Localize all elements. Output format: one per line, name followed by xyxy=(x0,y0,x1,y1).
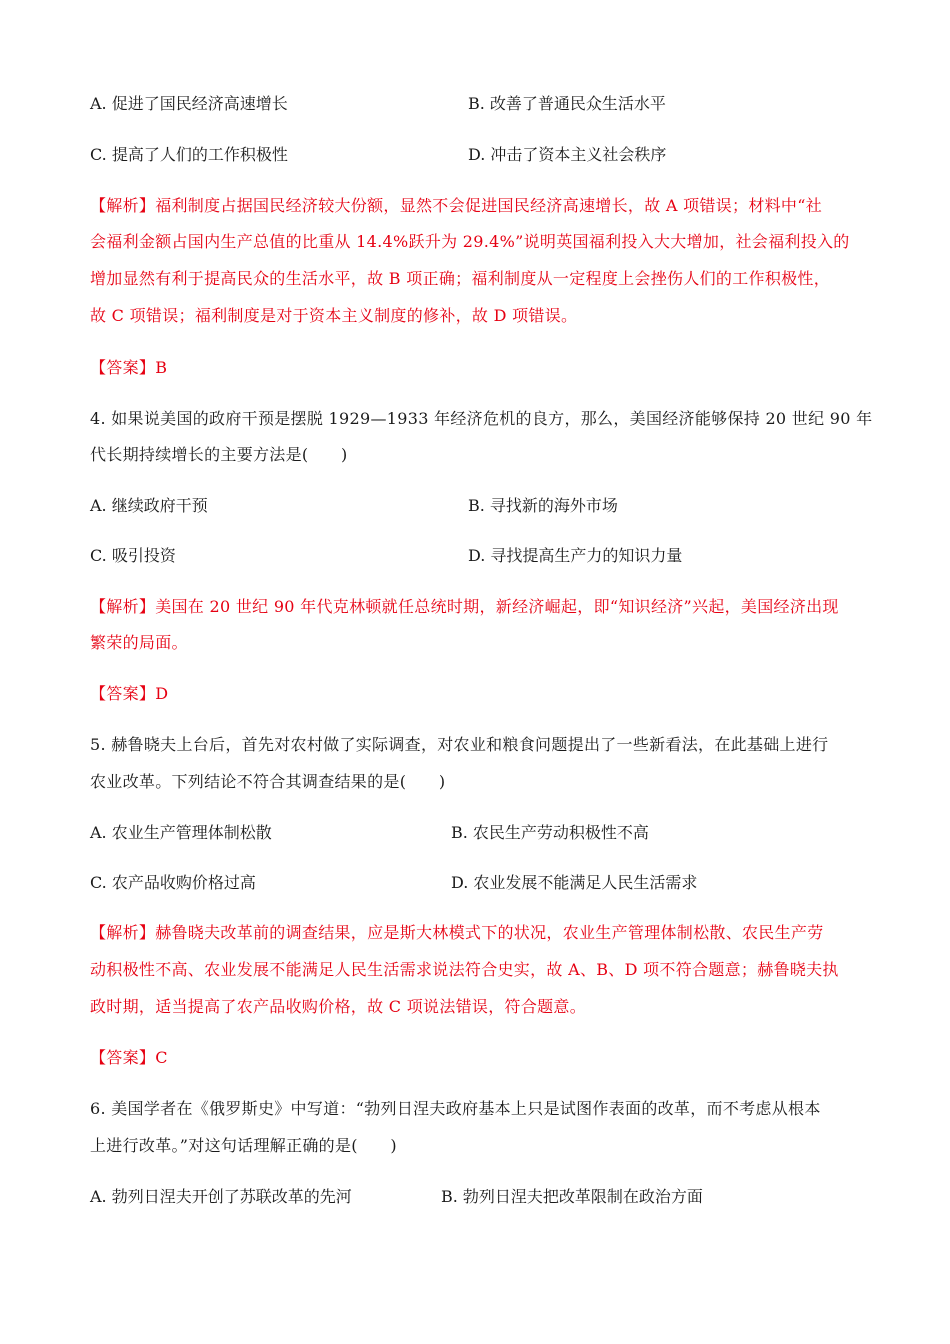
q5-question-line-2: 农业改革。下列结论不符合其调查结果的是( ) xyxy=(90,772,446,791)
q6-question-line-2: 上进行改革。”对这句话理解正确的是( ) xyxy=(90,1136,397,1155)
q3-analysis-line-1: 【解析】福利制度占据国民经济较大份额，显然不会促进国民经济高速增长，故 A 项错误；材料中“社 xyxy=(90,196,823,215)
q4-question-line-2: 代长期持续增长的主要方法是( ) xyxy=(90,445,348,464)
q5-analysis-line-1: 【解析】赫鲁晓夫改革前的调查结果，应是斯大林模式下的状况，农业生产管理体制松散、农民生产劳 xyxy=(90,923,824,942)
q3-option-a: A. 促进了国民经济高速增长 xyxy=(90,94,288,113)
q5-analysis-line-3: 政时期，适当提高了农产品收购价格，故 C 项说法错误，符合题意。 xyxy=(90,997,587,1016)
q4-question-line-1: 4. 如果说美国的政府干预是摆脱 1929—1933 年经济危机的良方，那么，美国经济能够保持 20 世纪 90 年 xyxy=(90,409,873,428)
q3-analysis-line-2: 会福利金额占国内生产总值的比重从 14.4%跃升为 29.4%”说明英国福利投入大大增加，社会福利投入的 xyxy=(90,232,850,251)
q5-option-a: A. 农业生产管理体制松散 xyxy=(90,823,272,842)
q6-option-b: B. 勃列日涅夫把改革限制在政治方面 xyxy=(441,1187,703,1206)
q5-option-b: B. 农民生产劳动积极性不高 xyxy=(451,823,649,842)
q5-answer: 【答案】C xyxy=(90,1048,168,1067)
q3-option-b: B. 改善了普通民众生活水平 xyxy=(468,94,666,113)
q4-option-d: D. 寻找提高生产力的知识力量 xyxy=(468,546,683,565)
q4-analysis-line-1: 【解析】美国在 20 世纪 90 年代克林顿就任总统时期，新经济崛起，即“知识经济”兴起，美国经济出现 xyxy=(90,597,839,616)
q4-answer: 【答案】D xyxy=(90,684,169,703)
q6-option-a: A. 勃列日涅夫开创了苏联改革的先河 xyxy=(90,1187,352,1206)
q5-option-d: D. 农业发展不能满足人民生活需求 xyxy=(451,873,698,892)
q3-option-d: D. 冲击了资本主义社会秩序 xyxy=(468,145,667,164)
q3-answer: 【答案】B xyxy=(90,358,168,377)
q3-analysis-line-4: 故 C 项错误；福利制度是对于资本主义制度的修补，故 D 项错误。 xyxy=(90,306,578,325)
q6-question-line-1: 6. 美国学者在《俄罗斯史》中写道：“勃列日涅夫政府基本上只是试图作表面的改革，而不考虑从根本 xyxy=(90,1099,821,1118)
q4-option-a: A. 继续政府干预 xyxy=(90,496,208,515)
q4-analysis-line-2: 繁荣的局面。 xyxy=(90,633,188,652)
q5-option-c: C. 农产品收购价格过高 xyxy=(90,873,256,892)
q4-option-b: B. 寻找新的海外市场 xyxy=(468,496,618,515)
q5-analysis-line-2: 动积极性不高、农业发展不能满足人民生活需求说法符合史实，故 A、B、D 项不符合题意；赫鲁晓夫执 xyxy=(90,960,839,979)
q3-analysis-line-3: 增加显然有利于提高民众的生活水平，故 B 项正确；福利制度从一定程度上会挫伤人们的工作积极性， xyxy=(90,269,831,288)
q4-option-c: C. 吸引投资 xyxy=(90,546,176,565)
q5-question-line-1: 5. 赫鲁晓夫上台后，首先对农村做了实际调查，对农业和粮食问题提出了一些新看法，在此基础上进行 xyxy=(90,735,829,754)
q3-option-c: C. 提高了人们的工作积极性 xyxy=(90,145,288,164)
